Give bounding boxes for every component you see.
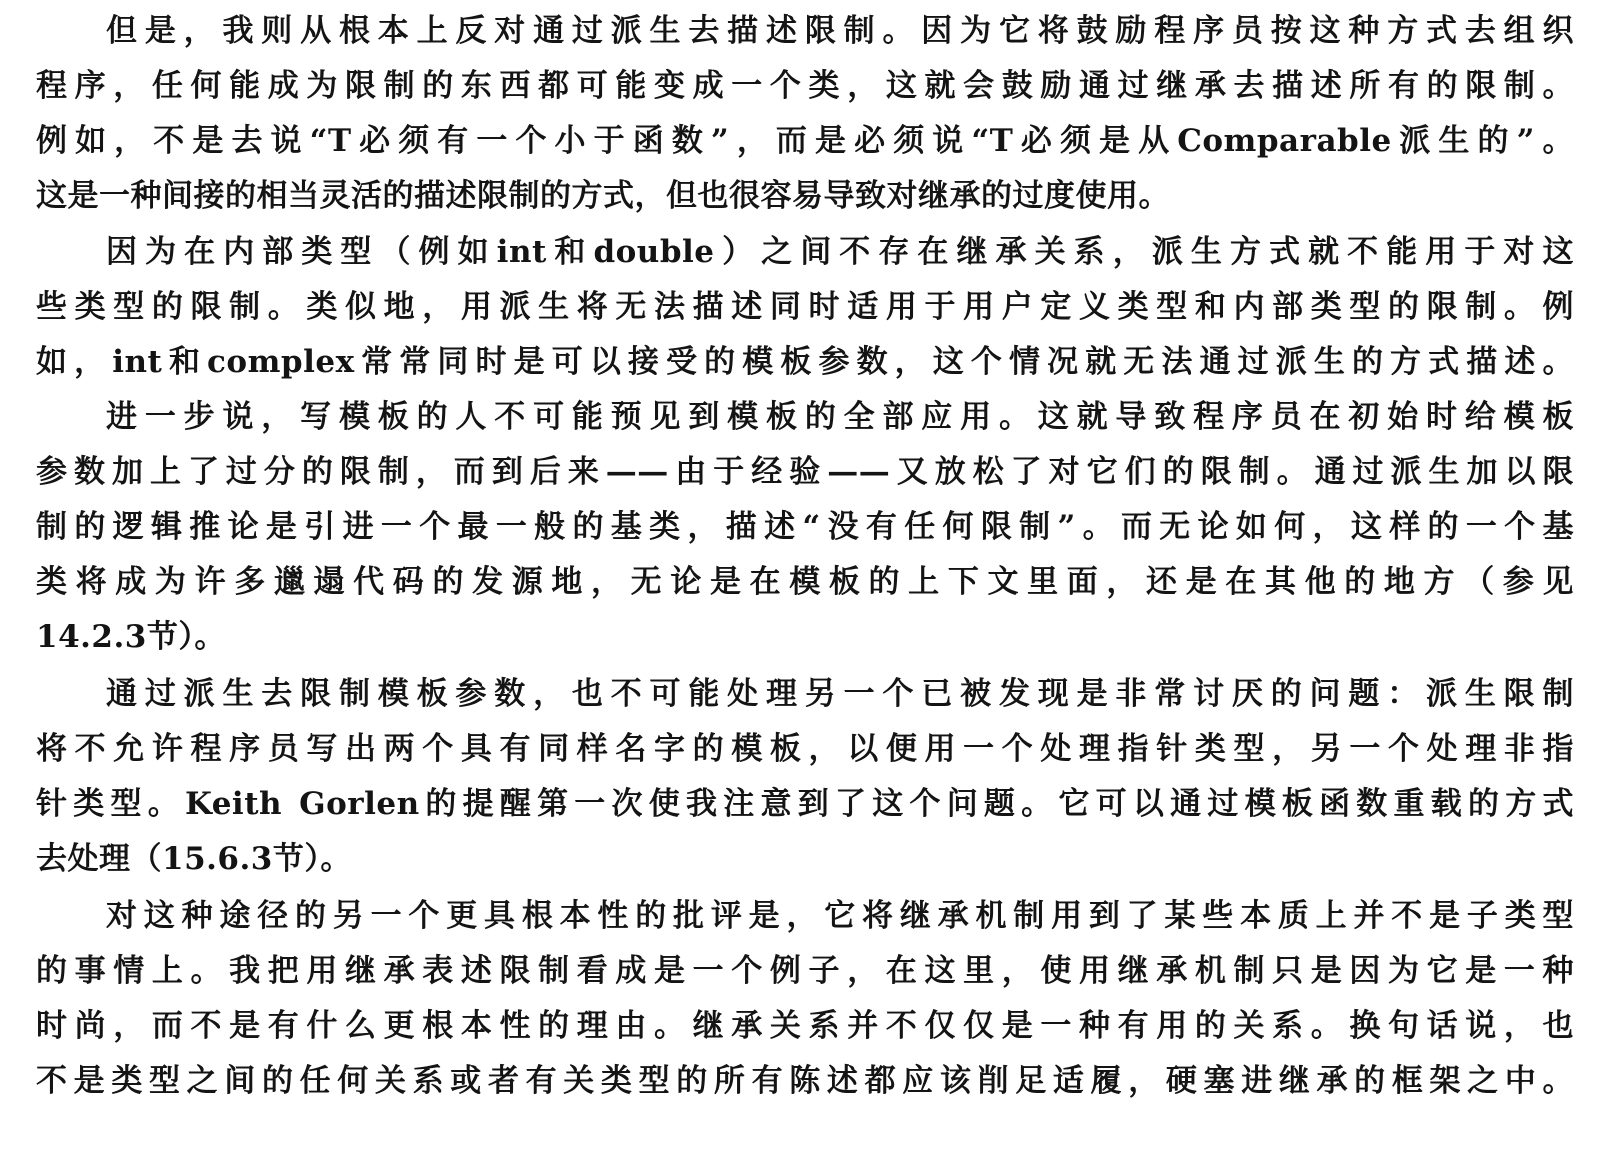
paragraph-4-line-3: 针类型。Keith Gorlen的提醒第一次使我注意到了这个问题。它可以通过模板函数重载的方式 bbox=[36, 786, 1574, 822]
paragraph-5-line-1: 对这种途径的另一个更具根本性的批评是，它将继承机制用到了某些本质上并不是子类型 bbox=[106, 898, 1574, 934]
paragraph-4-line-4: 去处理（15.6.3节）。 bbox=[36, 841, 352, 877]
paragraph-2-line-3: 如，int和complex常常同时是可以接受的模板参数，这个情况就无法通过派生的方式描述。 bbox=[36, 344, 1574, 380]
paragraph-2-line-2: 些类型的限制。类似地，用派生将无法描述同时适用于用户定义类型和内部类型的限制。例 bbox=[36, 289, 1574, 325]
paragraph-3-line-3: 制的逻辑推论是引进一个最一般的基类，描述“没有任何限制”。而无论如何，这样的一个基 bbox=[36, 509, 1574, 545]
paragraph-1-line-4: 这是一种间接的相当灵活的描述限制的方式，但也很容易导致对继承的过度使用。 bbox=[36, 178, 1170, 214]
paragraph-1-line-3: 例如，不是去说“T必须有一个小于函数”，而是必须说“T必须是从Comparable派生的”。 bbox=[36, 123, 1574, 159]
paragraph-3-line-1: 进一步说，写模板的人不可能预见到模板的全部应用。这就导致程序员在初始时给模板 bbox=[106, 399, 1574, 435]
paragraph-5-line-2: 的事情上。我把用继承表述限制看成是一个例子，在这里，使用继承机制只是因为它是一种 bbox=[36, 953, 1574, 989]
paragraph-3-line-2: 参数加上了过分的限制，而到后来——由于经验——又放松了对它们的限制。通过派生加以限 bbox=[36, 454, 1574, 490]
paragraph-5-line-4: 不是类型之间的任何关系或者有关类型的所有陈述都应该削足适履，硬塞进继承的框架之中。 bbox=[36, 1063, 1574, 1099]
paragraph-4-line-1: 通过派生去限制模板参数，也不可能处理另一个已被发现是非常讨厌的问题：派生限制 bbox=[106, 676, 1574, 712]
paragraph-1-line-1: 但是，我则从根本上反对通过派生去描述限制。因为它将鼓励程序员按这种方式去组织 bbox=[106, 13, 1574, 49]
paragraph-5-line-3: 时尚，而不是有什么更根本性的理由。继承关系并不仅仅是一种有用的关系。换句话说，也 bbox=[36, 1008, 1574, 1044]
paragraph-4-line-2: 将不允许程序员写出两个具有同样名字的模板，以便用一个处理指针类型，另一个处理非指 bbox=[36, 731, 1574, 767]
paragraph-3-line-4: 类将成为许多邋遢代码的发源地，无论是在模板的上下文里面，还是在其他的地方（参见 bbox=[36, 564, 1574, 600]
paragraph-2-line-1: 因为在内部类型（例如int和double）之间不存在继承关系，派生方式就不能用于对这 bbox=[106, 234, 1574, 270]
paragraph-1-line-2: 程序，任何能成为限制的东西都可能变成一个类，这就会鼓励通过继承去描述所有的限制。 bbox=[36, 68, 1574, 104]
paragraph-3-line-5: 14.2.3节）。 bbox=[36, 619, 226, 655]
